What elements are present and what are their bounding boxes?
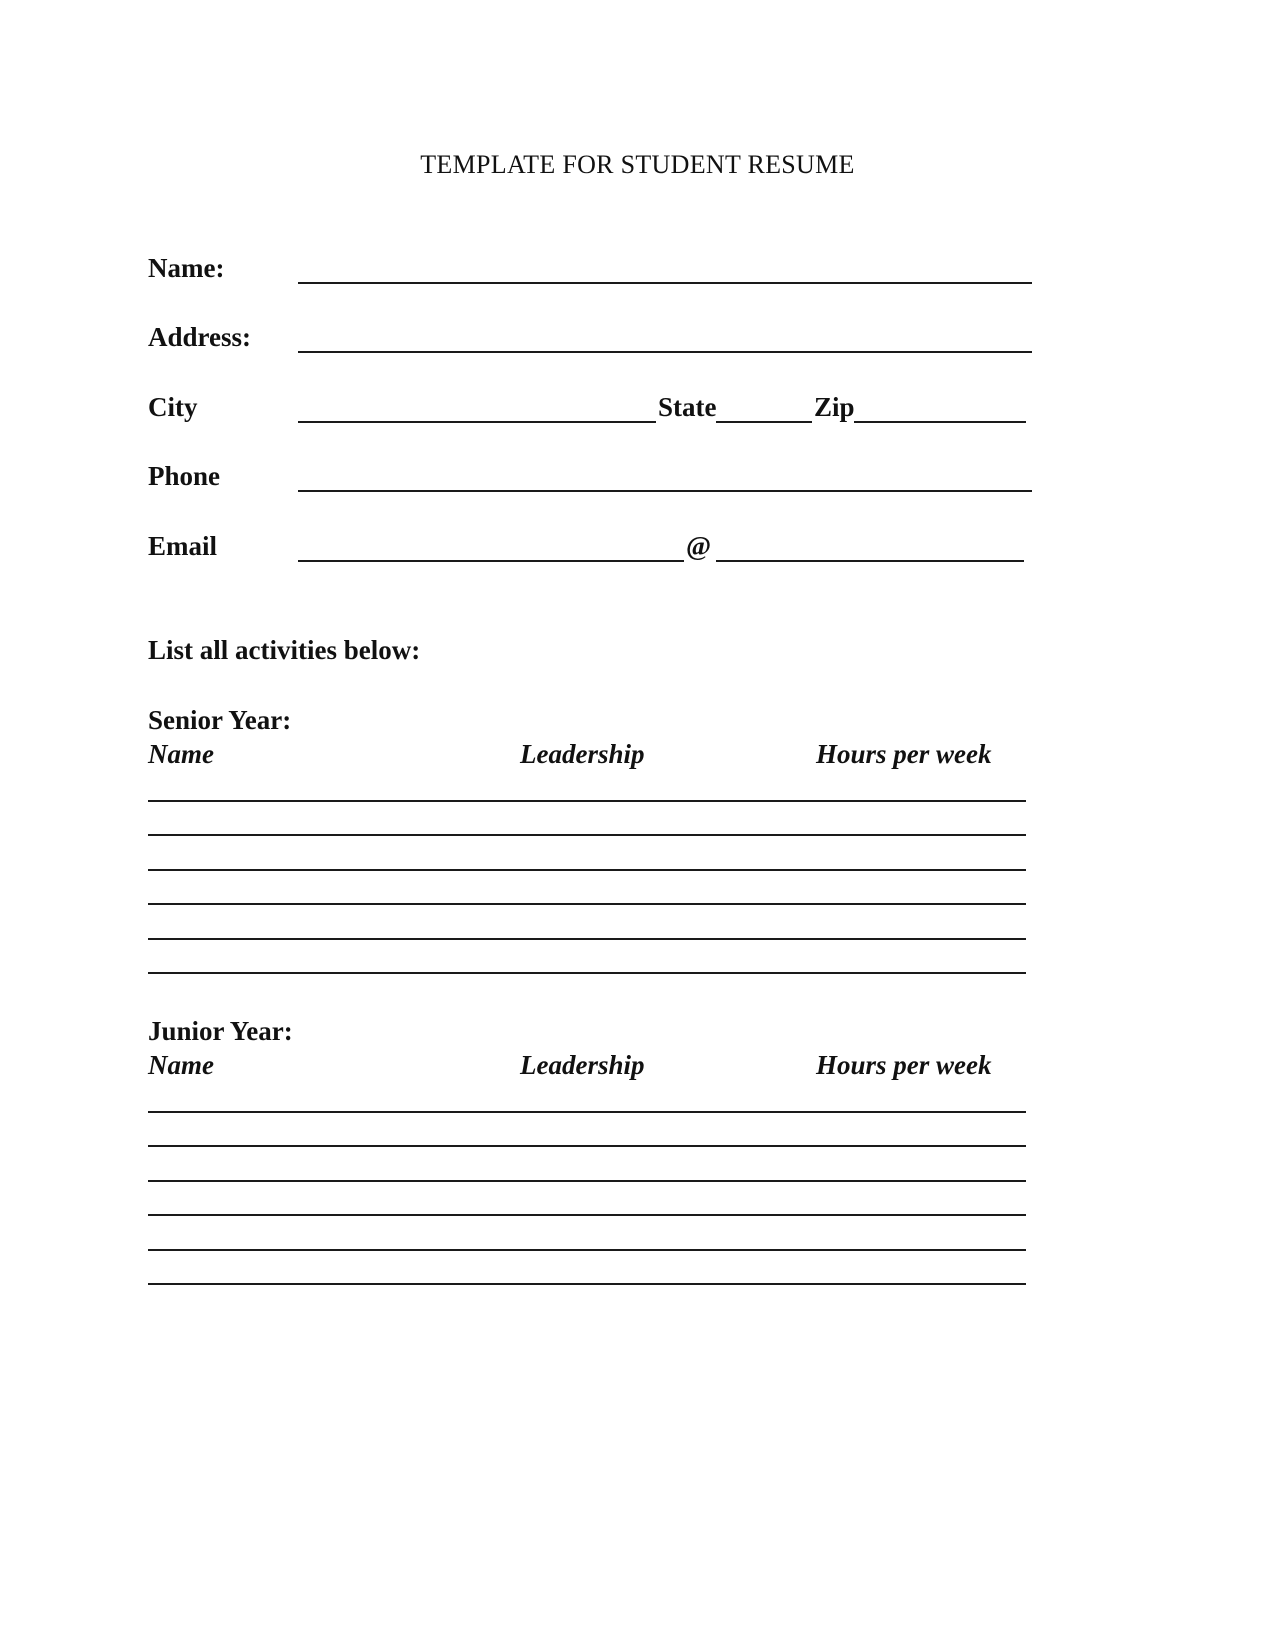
- address-label: Address:: [148, 322, 252, 352]
- activities-intro: List all activities below:: [148, 635, 421, 665]
- address-blank-line[interactable]: [298, 351, 1032, 353]
- senior-activity-line[interactable]: [148, 869, 1026, 871]
- senior-year-heading: Senior Year:: [148, 705, 292, 735]
- junior-activity-line[interactable]: [148, 1214, 1026, 1216]
- name-blank-line[interactable]: [298, 282, 1032, 284]
- senior-activity-line[interactable]: [148, 800, 1026, 802]
- email-at-sign: @: [686, 531, 712, 561]
- junior-year-heading: Junior Year:: [148, 1016, 293, 1046]
- page-title: TEMPLATE FOR STUDENT RESUME: [420, 150, 855, 179]
- junior-col-name: Name: [148, 1050, 214, 1080]
- senior-col-name: Name: [148, 739, 214, 769]
- email-user-blank-line[interactable]: [298, 560, 684, 562]
- state-blank-line[interactable]: [716, 421, 812, 423]
- junior-activity-line[interactable]: [148, 1283, 1026, 1285]
- junior-activity-line[interactable]: [148, 1249, 1026, 1251]
- junior-col-leadership: Leadership: [520, 1050, 645, 1080]
- junior-activity-line[interactable]: [148, 1180, 1026, 1182]
- name-label: Name:: [148, 253, 225, 283]
- junior-activity-line[interactable]: [148, 1145, 1026, 1147]
- email-label: Email: [148, 531, 218, 561]
- zip-blank-line[interactable]: [854, 421, 1026, 423]
- senior-activity-line[interactable]: [148, 938, 1026, 940]
- phone-label: Phone: [148, 461, 221, 491]
- junior-activity-line[interactable]: [148, 1111, 1026, 1113]
- senior-col-hours: Hours per week: [816, 739, 992, 769]
- senior-activity-line[interactable]: [148, 972, 1026, 974]
- zip-label: Zip: [814, 392, 855, 422]
- senior-col-leadership: Leadership: [520, 739, 645, 769]
- city-label: City: [148, 392, 198, 422]
- senior-activity-line[interactable]: [148, 903, 1026, 905]
- email-domain-blank-line[interactable]: [716, 560, 1024, 562]
- junior-col-hours: Hours per week: [816, 1050, 992, 1080]
- city-blank-line[interactable]: [298, 421, 656, 423]
- phone-blank-line[interactable]: [298, 490, 1032, 492]
- senior-activity-line[interactable]: [148, 834, 1026, 836]
- state-label: State: [658, 392, 717, 422]
